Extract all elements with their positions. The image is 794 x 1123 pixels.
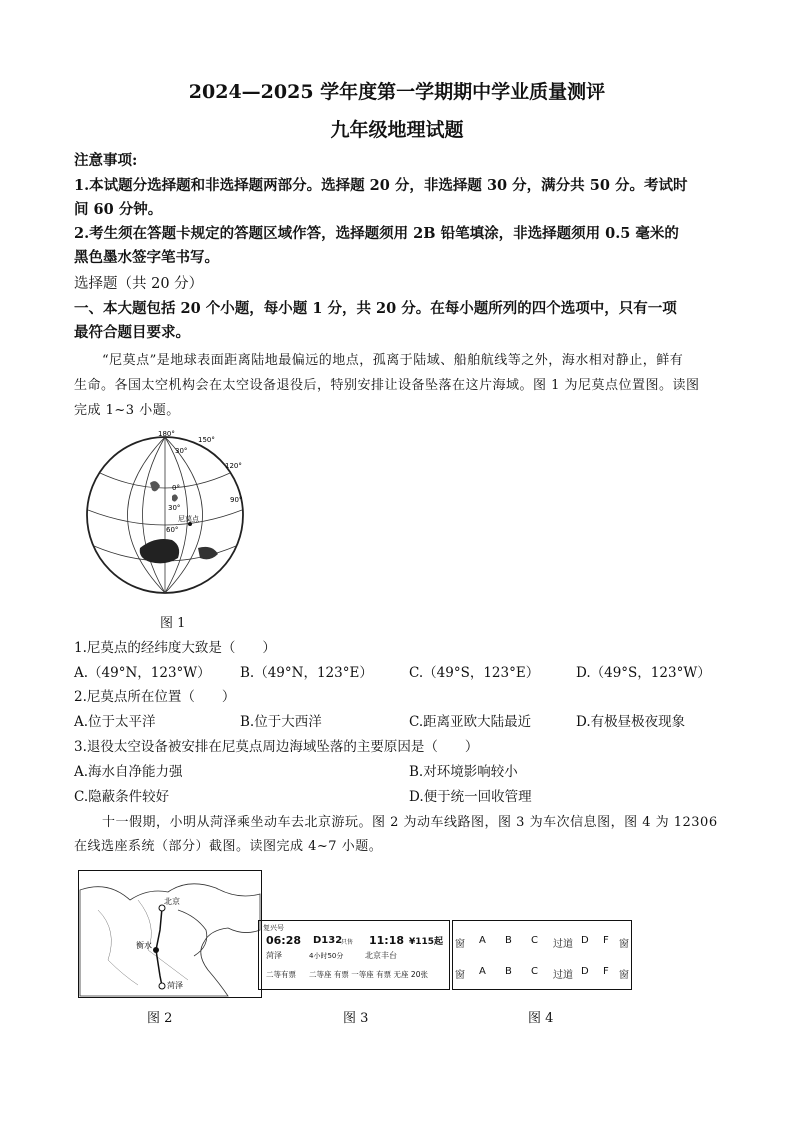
seat-a: A (479, 935, 486, 946)
section-instruction-line1: 一、本大题包括 20 个小题，每小题 1 分，共 20 分。在每小题所列的四个选项中，只有一项 (74, 300, 677, 317)
exam-subtitle: 九年级地理试题 (330, 119, 464, 141)
notes-heading: 注意事项: (74, 152, 138, 169)
figure2-route-map (78, 870, 262, 998)
seat-f: F (603, 935, 609, 946)
lat-60-label: 60° (166, 526, 179, 534)
q1-option-a: A.（49°N，123°W） (74, 665, 211, 681)
island-shape (150, 481, 160, 491)
q2-stem: 2.尼莫点所在位置（ ） (74, 689, 236, 705)
map-frame (79, 871, 262, 998)
seat-b: B (505, 966, 512, 977)
q2-option-d: D.有极昼极夜现象 (576, 714, 686, 730)
seat-d: D (581, 966, 589, 977)
q3-option-b: B.对环境影响较小 (409, 764, 518, 780)
passage2-line2: 在线选座系统（部分）截图。读图完成 4~7 小题。 (74, 839, 383, 854)
seat-a: A (479, 966, 486, 977)
lon-90-label: 90° (230, 496, 243, 504)
figure1-caption: 图 1 (160, 616, 186, 631)
train-number: D132 (313, 935, 343, 946)
train-type-tag: 复兴号 (263, 924, 284, 932)
notes-item2-line1: 2.考生须在答题卡规定的答题区域作答，选择题须用 2B 铅笔填涂，非选择题须用 0.5 毫米的 (74, 225, 679, 242)
lat-30n-label: 30° (175, 447, 188, 455)
figure3-caption: 图 3 (343, 1011, 369, 1026)
beijing-label: 北京 (164, 897, 180, 906)
q2-option-c: C.距离亚欧大陆最近 (409, 714, 532, 730)
passage2-line1: 十一假期，小明从菏泽乘坐动车去北京游玩。图 2 为动车线路图，图 3 为车次信息图，图 4 为 12306 (102, 815, 718, 830)
heze-label: 菏泽 (167, 981, 183, 990)
seat-window-left: 窗 (455, 939, 465, 950)
passage1-line3: 完成 1~3 小题。 (74, 403, 180, 418)
arrive-time: 11:18 (369, 934, 405, 947)
section-instruction-line2: 最符合题目要求。 (74, 324, 190, 341)
seat-d: D (581, 935, 589, 946)
aisle-label: 过道 (553, 970, 573, 981)
hengshui-marker (153, 947, 159, 953)
seat-window-left: 窗 (455, 970, 465, 981)
figure2-caption: 图 2 (147, 1011, 173, 1026)
notes-item1-line2: 间 60 分钟。 (74, 201, 163, 218)
q2-option-a: A.位于太平洋 (74, 714, 156, 730)
section-heading: 选择题（共 20 分） (74, 276, 204, 292)
q3-option-a: A.海水自净能力强 (74, 764, 183, 780)
seat-status-second: 二等有票 (266, 970, 296, 979)
ticket-price: ¥115起 (409, 937, 444, 947)
meridian-line (128, 437, 166, 593)
q1-option-b: B.（49°N，123°E） (240, 665, 373, 681)
notes-item2-line2: 黑色墨水签字笔书写。 (74, 249, 219, 266)
figure3-ticket-card (258, 920, 450, 990)
hengshui-label: 衡水 (136, 941, 152, 950)
lon-120-label: 120° (225, 462, 242, 470)
seat-f: F (603, 966, 609, 977)
travel-duration: 4小时50分 (309, 952, 344, 960)
seat-status-detail: 二等座 有票 一等座 有票 无座 20张 (309, 970, 428, 979)
notes-item1-line1: 1.本试题分选择题和非选择题两部分。选择题 20 分，非选择题 30 分，满分共 50 分。考试时 (74, 177, 688, 194)
passage1-line2: 生命。各国太空机构会在太空设备退役后，特别安排让设备坠落在这片海域。图 1 为尼莫点位置图。读图 (74, 378, 700, 393)
lat-0-label: 0° (172, 484, 180, 492)
seat-c: C (531, 966, 538, 977)
figure4-seat-map (452, 920, 632, 990)
q3-option-d: D.便于统一回收管理 (409, 789, 532, 805)
q3-option-c: C.隐蔽条件较好 (74, 789, 170, 805)
figure4-caption: 图 4 (528, 1011, 554, 1026)
lat-30s-label: 30° (168, 504, 181, 512)
seat-window-right: 窗 (619, 939, 629, 950)
heze-marker (159, 983, 165, 989)
passage1-line1: “尼莫点”是地球表面距离陆地最偏远的地点，孤离于陆域、船舶航线等之外，海水相对静止，鲜有 (102, 353, 684, 368)
lon-180-label: 180° (158, 430, 175, 438)
seat-window-right: 窗 (619, 970, 629, 981)
to-station: 北京丰台 (365, 951, 397, 960)
q1-option-d: D.（49°S，123°W） (576, 665, 711, 681)
q3-stem: 3.退役太空设备被安排在尼莫点周边海域坠落的主要原因是（ ） (74, 739, 479, 755)
lon-150-label: 150° (198, 436, 215, 444)
figure1-globe-map (80, 428, 250, 598)
depart-time: 06:28 (266, 934, 302, 947)
from-station: 菏泽 (266, 951, 282, 960)
seat-b: B (505, 935, 512, 946)
australia-shape (198, 547, 218, 559)
q1-option-c: C.（49°S，123°E） (409, 665, 540, 681)
nemo-label: 尼莫点 (178, 515, 199, 523)
train-sale-tag: 只售 (341, 939, 354, 946)
q2-option-b: B.位于大西洋 (240, 714, 322, 730)
seat-c: C (531, 935, 538, 946)
aisle-label: 过道 (553, 939, 573, 950)
exam-title: 2024—2025 学年度第一学期期中学业质量测评 (188, 81, 606, 103)
island-shape (172, 494, 178, 501)
q1-stem: 1.尼莫点的经纬度大致是（ ） (74, 640, 276, 656)
